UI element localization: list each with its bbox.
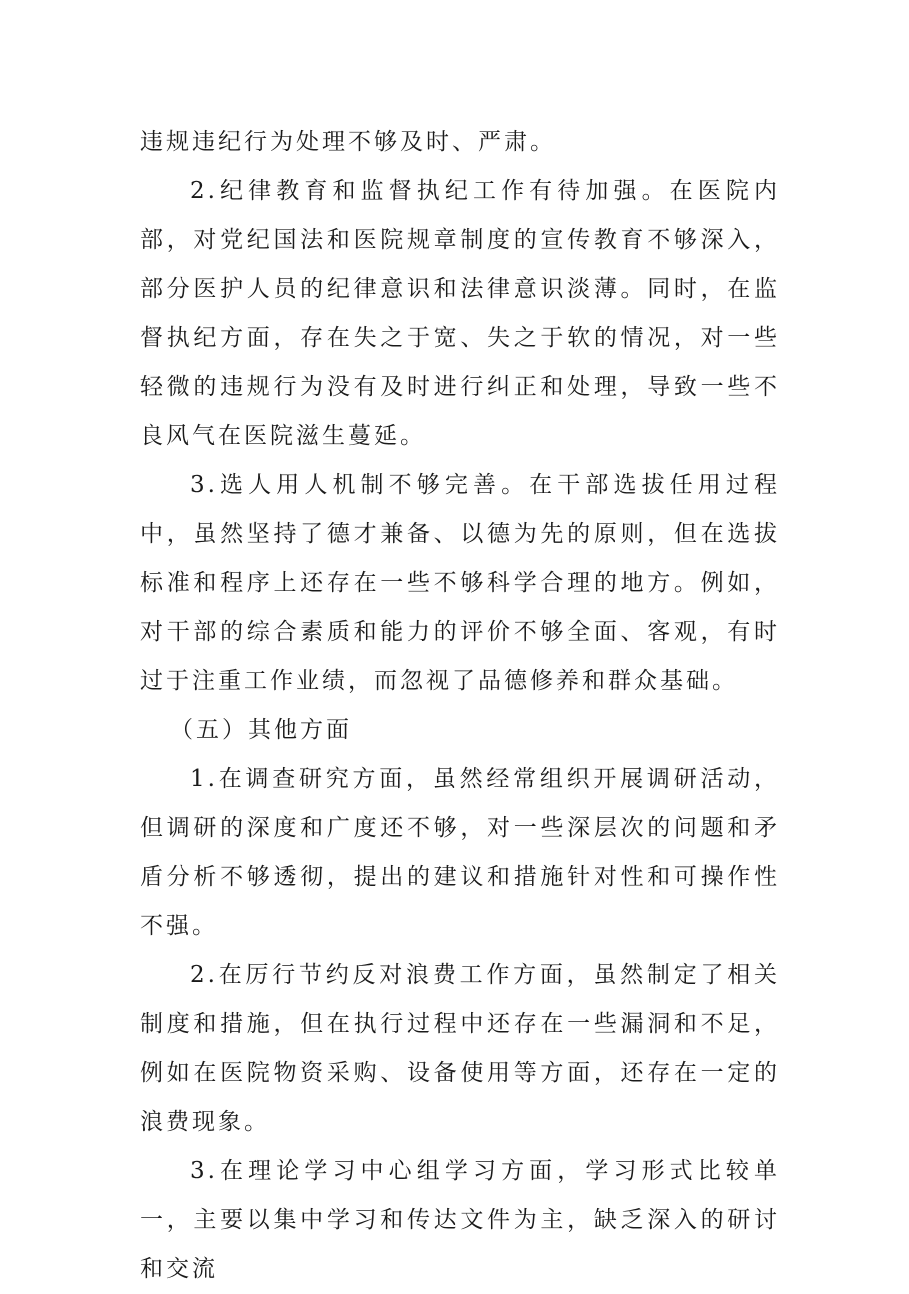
paragraph-continuation: 违规违纪行为处理不够及时、严肃。 xyxy=(140,129,556,155)
paragraph-frugality: 2.在厉行节约反对浪费工作方面，虽然制定了相关制度和措施，但在执行过程中还存在一些漏洞和不足，例如在医院物资采购、设备使用等方面，还存在一定的浪费现象。 xyxy=(140,962,780,1135)
document-body xyxy=(140,118,780,1294)
paragraph-discipline-education: 2.纪律教育和监督执纪工作有待加强。在医院内部，对党纪国法和医院规章制度的宣传教育不够深入，部分医护人员的纪律意识和法律意识淡薄。同时，在监督执纪方面，存在失之于宽、失之于软的情况，对一些轻微的违规行为没有及时进行纠正和处理，导致一些不良风气在医院滋生蔓延。 xyxy=(140,178,780,449)
paragraph-research: 1.在调查研究方面，虽然经常组织开展调研活动，但调研的深度和广度还不够，对一些深层次的问题和矛盾分析不够透彻，提出的建议和措施针对性和可操作性不强。 xyxy=(140,766,780,939)
paragraph-personnel-mechanism: 3.选人用人机制不够完善。在干部选拔任用过程中，虽然坚持了德才兼备、以德为先的原则，但在选拔标准和程序上还存在一些不够科学合理的地方。例如，对干部的综合素质和能力的评价不够全面、客观，有时过于注重工作业绩，而忽视了品德修养和群众基础。 xyxy=(140,472,780,694)
paragraph-theory-study: 3.在理论学习中心组学习方面，学习形式比较单一，主要以集中学习和传达文件为主，缺乏深入的研讨和交流 xyxy=(140,1158,780,1282)
section-heading-other-aspects: （五）其他方面 xyxy=(170,717,352,743)
